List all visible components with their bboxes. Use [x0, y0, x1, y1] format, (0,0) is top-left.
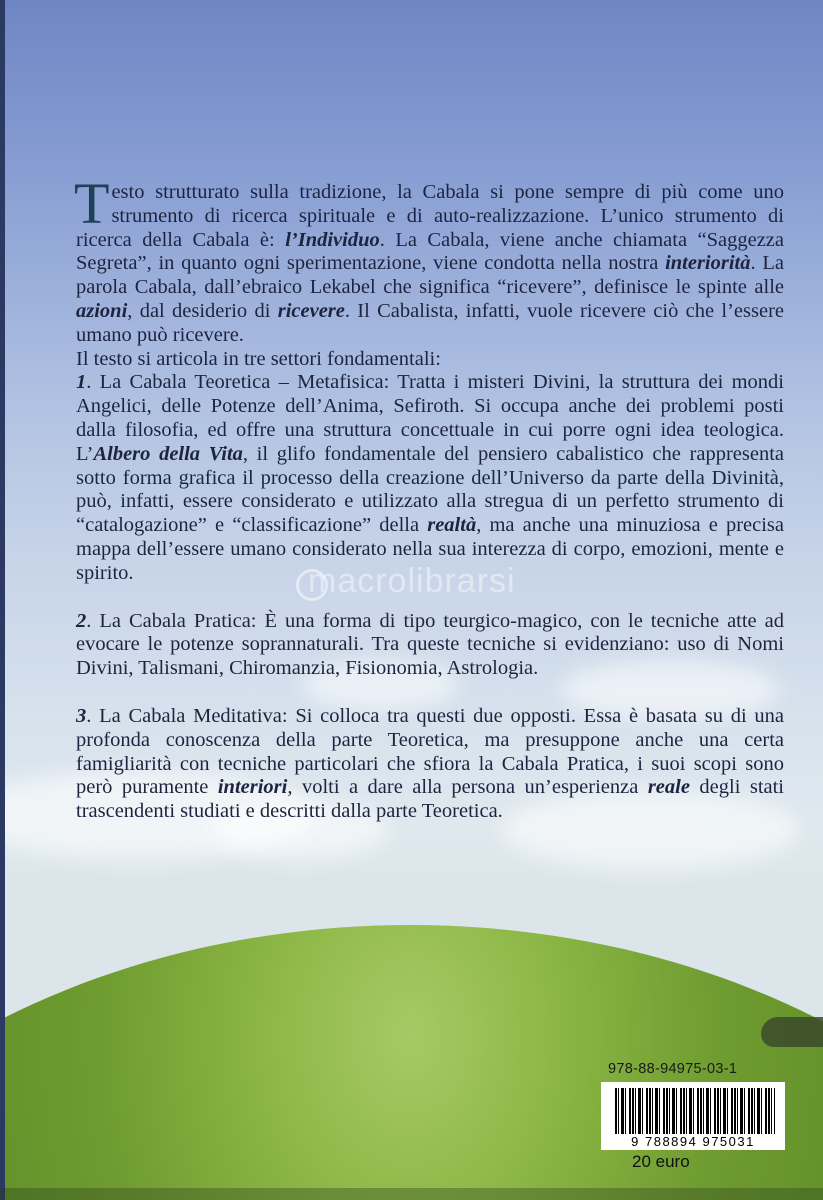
barcode: [601, 1082, 785, 1150]
intro-paragraph: Testo strutturato sulla tradizione, la Cabala si pone sempre di più come uno strumento di ricerca spirituale e di auto-realizzazione. L’unico strumento di ricerca della Cabala è: l’Individuo. La Cabala, viene anche chiamata “Saggezza Segreta”, in quanto ogni sperimentazione, viene condotta nella nostra interiorità. La parola Cabala, dall’ebraico Lekabel che significa “ricevere”, definisce le spinte alle azioni, dal desiderio di ricevere. Il Cabalista, infatti, vuole ricevere ciò che l’essere umano può ricevere.: [74, 171, 785, 346]
blurb: [74, 171, 785, 848]
spine-edge: [0, 0, 5, 1200]
isbn-label: 978-88-94975-03-1: [608, 1061, 738, 1077]
watermark: macrolibrarsi: [308, 562, 516, 600]
barcode-bars: [615, 1088, 775, 1134]
barcode-number: 9 788894 975031: [631, 1134, 755, 1149]
section-2: 2. La Cabala Pratica: È una forma di tipo teurgico-magico, con le tecniche atte ad evocare le potenze soprannaturali. Tra queste tecniche si evidenziano: uso di Nomi Divini, Talismani, Chiromanzia, Fisionomia, Astrologia.: [76, 609, 784, 680]
distant-tree: [761, 1017, 823, 1047]
section-3: 3. La Cabala Meditativa: Si colloca tra questi due opposti. Essa è basata su di una profonda conoscenza della parte Teoretica, ma presuppone anche una certa famigliarità con tecniche particolari che sfiora la Cabala Pratica, i suoi scopi sono però puramente interiori, volti a dare alla persona un’esperienza reale degli stati trascendenti studiati e descritti dalla parte Teoretica.: [76, 704, 785, 823]
price: 20 euro: [632, 1152, 690, 1171]
bottom-edge: [0, 1188, 823, 1200]
drop-cap: T: [74, 171, 110, 236]
lead-line: Il testo si articola in tre settori fondamentali:: [76, 347, 441, 370]
section-1: 1. La Cabala Teoretica – Metafisica: Tratta i misteri Divini, la struttura dei mondi Angelici, delle Potenze dell’Anima, Sefiroth. Si occupa anche dei problemi posti dalla filosofia, ed offre una struttura concettuale in cui porre ogni idea teologica. L’Albero della Vita, il glifo fondamentale del pensiero cabalistico che rappresenta sotto forma grafica il processo della creazione dell’Universo da parte della Divinità, può, infatti, essere considerato e utilizzato alla stregua di un perfetto strumento di “catalogazione” e “classificazione” della realtà, ma anche una minuziosa e precisa mappa dell’essere umano considerato nella sua interezza di corpo, emozioni, mente e spirito.: [76, 371, 785, 584]
